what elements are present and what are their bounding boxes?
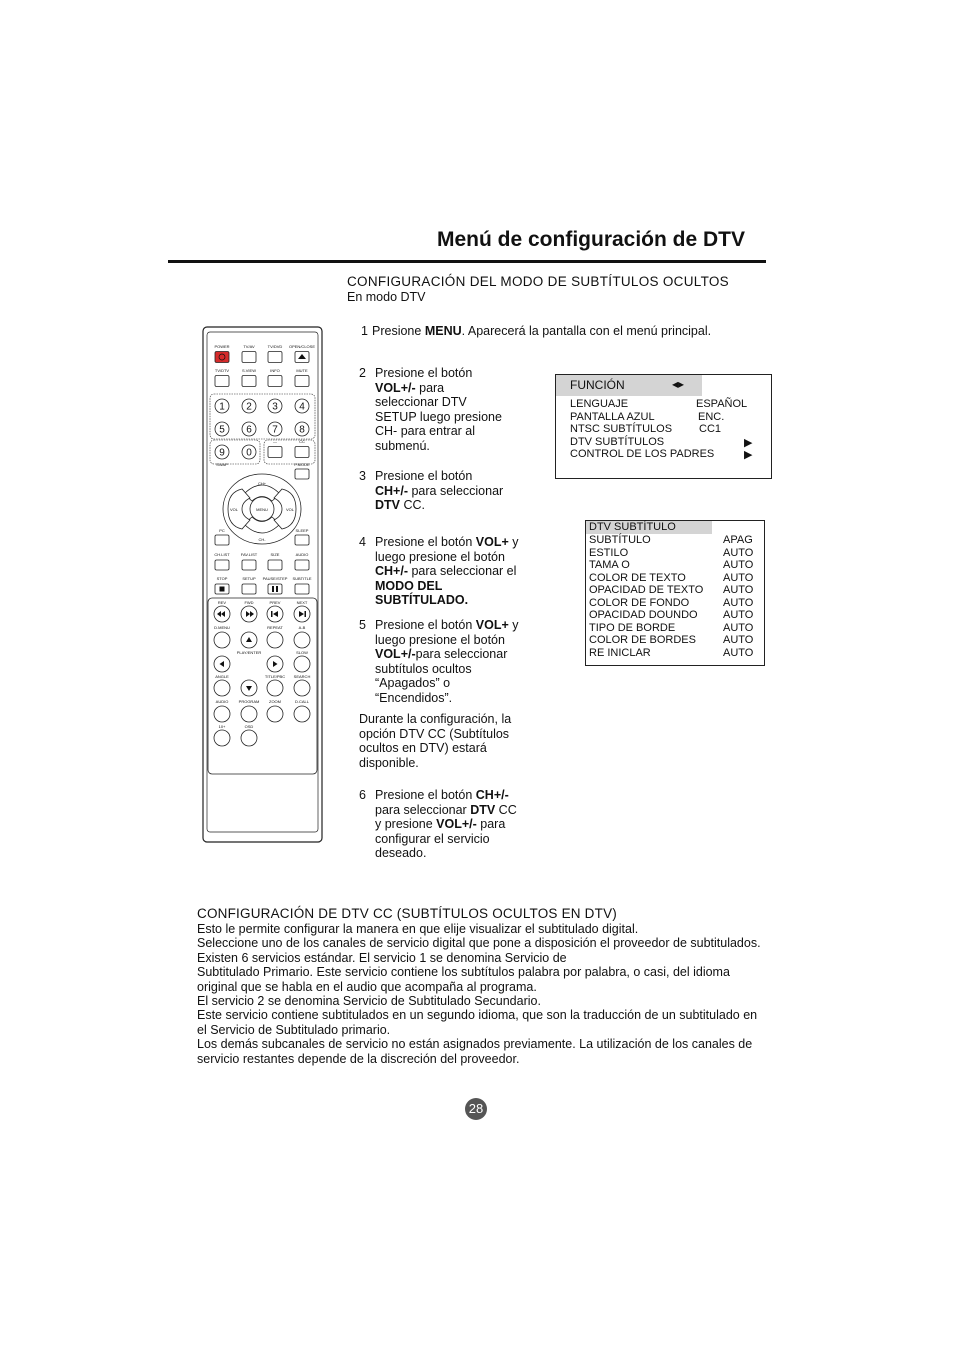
menu-row-value: AUTO <box>723 609 754 621</box>
remote-button-label: PROGRAM <box>238 699 260 704</box>
title-rule <box>168 260 766 263</box>
menu-row-value: AUTO <box>723 571 754 584</box>
angle-button <box>214 680 230 696</box>
remote-button-label: 5 <box>219 424 225 436</box>
remote-button-label: VOL <box>285 507 295 512</box>
remote-button-label: AUDIO <box>295 552 309 557</box>
dvd-function-button <box>267 706 283 722</box>
remote-button-label: 6 <box>246 424 252 436</box>
remote-button-label: FWD <box>244 600 254 605</box>
step-text: Presione el botón VOL+ y luego presione el botón CH+/- para seleccionar el MODO DEL SUBTÍTULADO. <box>375 535 519 607</box>
remote-button-label: CH- <box>258 537 266 542</box>
remote-button-label: SIZE <box>270 552 280 557</box>
menu-funcion-header <box>556 375 702 396</box>
section2-line: Este servicio contiene subtitulados en un segundo idioma, que son la traducción de un subtitulado en el Servicio de Subtitulado primario. <box>197 1008 758 1037</box>
menu-row-label: LENGUAJE <box>570 398 629 410</box>
remote-button-label: D.MENU <box>214 625 230 630</box>
remote-button-label: 0 <box>246 447 252 459</box>
s-view-button <box>242 376 256 387</box>
remote-button-label: STOP <box>216 576 228 581</box>
remote-button-label: ZOOM <box>269 699 281 704</box>
menu-dtv-box <box>585 520 765 666</box>
remote-button-label: TITLE/PBC <box>264 674 286 679</box>
pc-button <box>215 535 229 545</box>
size-button <box>268 560 282 570</box>
remote-button-label: PLAY/ENTER <box>236 650 262 655</box>
ch-list-button <box>215 560 229 570</box>
menu-row-label: COLOR DE TEXTO <box>589 571 686 584</box>
section1-heading: CONFIGURACIÓN DEL MODO DE SUBTÍTULOS OCULTOS <box>347 274 729 289</box>
menu-row-value: AUTO <box>723 596 754 609</box>
menu-row-label: OPACIDAD DOUNDO <box>589 609 698 621</box>
menu-row-label: CONTROL DE LOS PADRES <box>570 448 715 461</box>
menu-row-label: RE INICLAR <box>589 646 651 659</box>
step-number: 4 <box>359 535 366 549</box>
remote-button-label: D.CALL <box>294 699 310 704</box>
section2-line: El servicio 2 se denomina Servicio de Subtitulado Secundario. <box>197 994 541 1009</box>
setup-button <box>242 584 256 594</box>
step-number: 6 <box>359 788 366 802</box>
section2-body <box>197 922 767 1066</box>
pause-step-button <box>268 584 282 594</box>
menu-row-value: AUTO <box>723 546 754 559</box>
a-b-button <box>294 632 310 648</box>
remote-button-label: A-B <box>298 625 306 630</box>
remote-button-label: SETUP <box>242 576 256 581</box>
remote-button-label: CC <box>299 439 305 444</box>
left-right-arrows-icon: ◂▸ <box>672 377 685 391</box>
info-button <box>268 376 282 387</box>
menu-row-value: AUTO <box>723 584 754 596</box>
remote-button-label: P.MODE <box>294 462 310 467</box>
remote-button-label: TV/DVD <box>267 344 283 349</box>
step-text: Presione el botón VOL+ y luego presione el botón VOL+/-para seleccionar subtítulos ocultos “Apagados” o “Encendidos”. <box>375 618 519 705</box>
menu-row-label: NTSC SUBTÍTULOS <box>570 423 673 436</box>
remote-button-label: PC <box>219 528 225 533</box>
remote-button-label: 10+ <box>218 724 226 729</box>
page-title: Menú de configuración de DTV <box>437 228 746 251</box>
p-mode-button <box>295 469 309 479</box>
remote-button-label: SEARCH <box>293 674 311 679</box>
search-button <box>294 680 310 696</box>
power-button <box>215 352 229 363</box>
dvd-function-button <box>241 706 257 722</box>
mute-button <box>295 376 309 387</box>
remote-button-label: SLEEP <box>295 528 309 533</box>
remote-button-label: MENU <box>256 507 268 512</box>
remote-button-label: TV/DTV <box>214 368 230 373</box>
remote-control-illustration <box>202 326 323 843</box>
section2-line: Subtitulado Primario. Este servicio contiene los subtítulos palabra por palabra, o casi, del idioma original que se habla en el audio que acompaña al programa. <box>197 965 730 994</box>
remote-button-label: REPEAT <box>267 625 283 630</box>
remote-button-label: 8 <box>299 424 305 436</box>
step-number: 2 <box>359 366 366 380</box>
menu-row-label: SUBTÍTULO <box>589 534 651 546</box>
dash-button <box>268 447 282 458</box>
remote-button-label: TV/AV <box>243 344 255 349</box>
step-text: Presione el botón VOL+/- para seleccionar DTV SETUP luego presione CH- para entrar al submenú. <box>375 366 502 453</box>
section1-subheading: En modo DTV <box>347 290 426 304</box>
remote-button-label: 3 <box>272 401 278 413</box>
remote-button-label: INFO <box>270 368 280 373</box>
stop-icon <box>220 587 225 592</box>
menu-row-label: DTV SUBTÍTULOS <box>570 435 665 448</box>
remote-button-label: ANGLE <box>215 674 229 679</box>
step-number: 3 <box>359 469 366 483</box>
fav-list-button <box>242 560 256 570</box>
repeat-button <box>267 632 283 648</box>
remote-button-label: POWER <box>214 344 230 349</box>
step-text: Presione el botón CH+/- para seleccionar DTV CC. <box>375 469 504 512</box>
remote-button-label: S.VIEW <box>241 368 257 373</box>
dvd-function-button <box>214 706 230 722</box>
remote-button-label: 4 <box>299 401 305 413</box>
remote-button-label: AUDIO <box>215 699 229 704</box>
step-number: 1 <box>361 324 368 338</box>
during-note: Durante la configuración, la opción DTV CC (Subtítulos ocultos en DTV) estará disponible. <box>359 712 512 770</box>
menu-row-label: PANTALLA AZUL <box>570 410 655 423</box>
menu-dtv-header <box>586 521 712 534</box>
menu-row-value: ENC. <box>698 410 725 423</box>
menu-funcion-title: FUNCIÓN <box>570 378 625 392</box>
step-number: 5 <box>359 618 366 632</box>
tv-dtv-button <box>215 376 229 387</box>
remote-button-label: — <box>273 439 277 444</box>
submenu-arrow-icon: ▶ <box>744 436 753 449</box>
remote-button-label: REV <box>217 600 227 605</box>
remote-button-label: CH.LIST <box>214 552 230 557</box>
menu-row-value: AUTO <box>723 646 754 659</box>
section2-heading: CONFIGURACIÓN DE DTV CC (SUBTÍTULOS OCULTOS EN DTV) <box>197 906 617 921</box>
previous-bar-icon <box>271 611 273 617</box>
menu-row-value: AUTO <box>723 559 754 571</box>
remote-button-label: SUBTITLE <box>292 576 312 581</box>
menu-row-value: CC1 <box>699 423 722 436</box>
dvd-function-button <box>294 706 310 722</box>
cc-button <box>295 447 309 458</box>
remote-button-label: NEXT <box>296 600 308 605</box>
next-bar-icon <box>305 611 307 617</box>
remote-button-label: SLOW <box>296 650 308 655</box>
menu-dtv-title: DTV SUBTÍTULO <box>589 521 676 533</box>
subtitle-button <box>295 584 309 594</box>
tv-av-button <box>242 352 256 363</box>
remote-button-label: OPEN/CLOSE <box>288 344 316 349</box>
remote-button-label: OSD <box>244 724 254 729</box>
menu-row-value: AUTO <box>723 621 754 634</box>
remote-button-label: 2 <box>246 401 252 413</box>
menu-row-label: TAMA O <box>589 559 630 571</box>
menu-funcion-box <box>555 374 772 479</box>
remote-button-label: FAV.LIST <box>240 552 258 557</box>
tv-dvd-button <box>268 352 282 363</box>
section2-line: Los demás subcanales de servicio no están asignados previamente. La utilización de los canales de servicio restantes depende de la discreción del proveedor. <box>197 1037 753 1066</box>
osd-button <box>241 730 257 746</box>
menu-row-label: OPACIDAD DE TEXTO <box>589 584 704 596</box>
audio-top-button <box>295 560 309 570</box>
remote-button-label: VOL <box>229 507 239 512</box>
ten-plus-button <box>214 730 230 746</box>
remote-button-label: 1 <box>219 401 225 413</box>
menu-row-value: ESPAÑOL <box>696 398 748 410</box>
pause-icon <box>276 586 278 592</box>
menu-row-value: APAG <box>723 534 753 546</box>
sleep-button <box>295 535 309 545</box>
remote-button-label: MUTE <box>296 368 308 373</box>
remote-button-label: 9 <box>219 447 225 459</box>
menu-row-label: COLOR DE BORDES <box>589 634 696 646</box>
menu-row-label: COLOR DE FONDO <box>589 596 690 609</box>
menu-row-label: TIPO DE BORDE <box>589 621 676 634</box>
page-number: 28 <box>465 1098 487 1120</box>
title-button <box>267 680 283 696</box>
remote-button-label: PREV <box>269 600 281 605</box>
slow-button <box>294 656 310 672</box>
menu-row-label: ESTILO <box>589 546 629 559</box>
step-text: Presione MENU. Aparecerá la pantalla con el menú principal. <box>372 324 712 338</box>
remote-button-label: CH+ <box>257 481 267 486</box>
step-text: Presione el botón CH+/- para seleccionar DTV CC y presione VOL+/- para configurar el servicio deseado. <box>375 788 517 860</box>
section2-line: Esto le permite configurar la manera en que elije visualizar el subtitulado digital. <box>197 922 639 936</box>
section2-line: Existen 6 servicios estándar. El servicio 1 se denomina Servicio de <box>197 950 567 965</box>
pause-icon <box>272 586 274 592</box>
remote-button-label: PAUSE/STEP <box>262 576 288 581</box>
remote-button-label: SWAP <box>216 462 228 467</box>
d-menu-button <box>214 632 230 648</box>
section2-line: Seleccione uno de los canales de servicio digital que pone a disposición el proveedor de subtitulados. <box>197 936 761 951</box>
remote-button-label: 7 <box>272 424 278 436</box>
menu-row-value: AUTO <box>723 634 754 646</box>
submenu-arrow-icon: ▶ <box>744 449 753 462</box>
